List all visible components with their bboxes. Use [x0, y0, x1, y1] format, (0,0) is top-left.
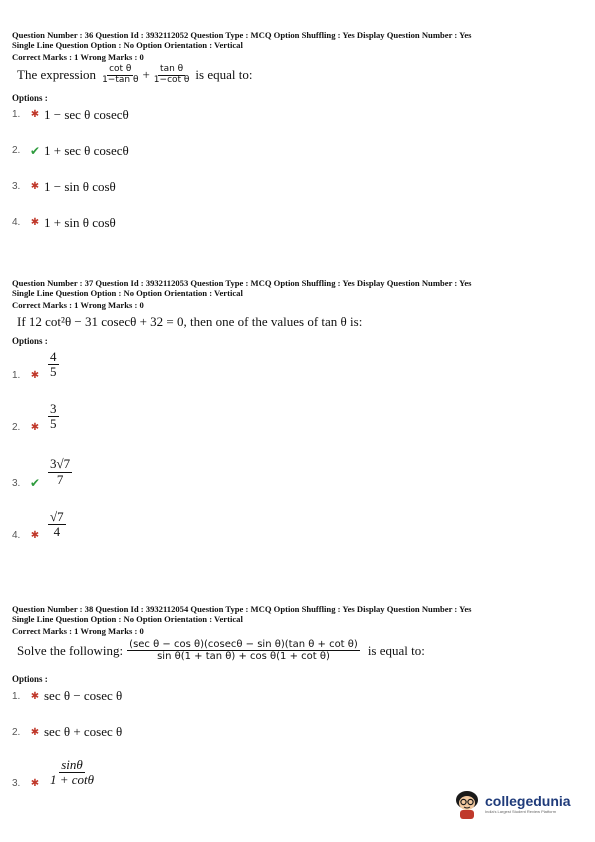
option-text: 1 − sec θ cosecθ: [44, 106, 129, 122]
option-3[interactable]: [12, 454, 74, 490]
fraction-1: [100, 65, 140, 86]
fraction-1-numerator: cot θ: [109, 64, 132, 74]
option-2[interactable]: [12, 143, 129, 159]
option-number: 1.: [12, 109, 21, 121]
denominator: 5: [50, 416, 57, 431]
denominator: 7: [56, 471, 64, 487]
question-text: [12, 65, 583, 86]
cross-icon: ✱: [30, 217, 40, 229]
option-fraction: [48, 510, 66, 540]
option-1[interactable]: [12, 688, 122, 704]
option-4[interactable]: [12, 215, 116, 231]
fraction-1-denominator: 1−tan θ: [102, 74, 139, 85]
question-36: [12, 30, 583, 240]
option-number: 1.: [12, 690, 21, 702]
option-number: 4.: [12, 217, 21, 229]
question-tail: is equal to:: [367, 642, 425, 658]
option-text: sec θ − cosec θ: [44, 688, 123, 703]
option-fraction: [48, 402, 59, 432]
option-1[interactable]: [12, 107, 129, 123]
question-meta-line1: Question Number : 36 Question Id : 3932112052 Question Type : MCQ Option Shuffling : Yes Display Question Number : Yes: [12, 30, 472, 40]
option-text: 1 + sec θ cosecθ: [44, 142, 129, 158]
option-text: sec θ + cosec θ: [44, 724, 123, 739]
question-lead: The expression: [17, 67, 97, 83]
option-number: 3.: [12, 778, 21, 789]
denominator: 1 + cotθ: [50, 772, 95, 787]
option-number: 2.: [12, 726, 21, 738]
fraction-2-numerator: tan θ: [160, 64, 184, 74]
expression-fraction: [127, 639, 360, 662]
marks-line: Correct Marks : 1 Wrong Marks : 0: [12, 300, 144, 310]
fraction-2-denominator: 1−cot θ: [153, 74, 190, 85]
numerator: 3: [50, 400, 57, 416]
option-2[interactable]: [12, 400, 61, 433]
question-tail: is equal to:: [195, 67, 253, 83]
cross-icon: ✱: [30, 181, 40, 193]
option-3[interactable]: [12, 756, 98, 789]
cross-icon: ✱: [30, 726, 40, 738]
cross-icon: ✱: [30, 370, 40, 381]
question-meta-line1: Question Number : 38 Question Id : 3932112054 Question Type : MCQ Option Shuffling : Yes Display Question Number : Yes: [12, 604, 472, 614]
question-text: If 12 cot²θ − 31 cosecθ + 32 = 0, then one of the values of tan θ is:: [17, 314, 363, 329]
options-label: Options :: [12, 674, 48, 684]
option-number: 4.: [12, 530, 21, 541]
expression-numerator: (sec θ − cos θ)(cosecθ − sin θ)(tan θ + cot θ): [129, 639, 358, 650]
option-number: 1.: [12, 370, 21, 381]
mascot-icon: [452, 788, 482, 820]
logo-name: collegedunia: [485, 792, 571, 809]
cross-icon: ✱: [30, 530, 40, 541]
denominator: 5: [50, 364, 57, 379]
check-icon: ✔: [29, 476, 41, 490]
marks-line: Correct Marks : 1 Wrong Marks : 0: [12, 626, 144, 636]
cross-icon: ✱: [30, 690, 40, 702]
question-37: [12, 278, 583, 578]
option-number: 3.: [12, 181, 21, 193]
option-number: 2.: [12, 422, 21, 433]
question-meta-line2: Single Line Question Option : No Option Orientation : Vertical: [12, 288, 243, 298]
marks-line: Correct Marks : 1 Wrong Marks : 0: [12, 52, 144, 62]
option-text: 1 − sin θ cosθ: [44, 178, 116, 194]
option-number: 2.: [12, 145, 21, 157]
options-label: Options :: [12, 92, 48, 103]
option-text: 1 + sin θ cosθ: [44, 214, 116, 230]
check-icon: ✔: [29, 143, 41, 158]
option-fraction: [48, 457, 72, 487]
cross-icon: ✱: [30, 422, 40, 433]
numerator: 4: [50, 348, 57, 364]
question-meta-line2: Single Line Question Option : No Option Orientation : Vertical: [12, 40, 243, 50]
option-2[interactable]: [12, 724, 122, 740]
question-text: [12, 639, 583, 662]
question-meta-line2: Single Line Question Option : No Option Orientation : Vertical: [12, 614, 243, 624]
option-number: 3.: [12, 477, 21, 489]
option-4[interactable]: [12, 508, 68, 541]
option-3[interactable]: [12, 179, 116, 195]
numerator: √7: [50, 508, 64, 524]
numerator: sinθ: [61, 756, 83, 772]
option-1[interactable]: [12, 348, 61, 381]
cross-icon: ✱: [30, 778, 40, 789]
fraction-2: [152, 65, 192, 86]
question-meta-line1: Question Number : 37 Question Id : 3932112053 Question Type : MCQ Option Shuffling : Yes Display Question Number : Yes: [12, 278, 472, 288]
denominator: 4: [53, 524, 61, 539]
cross-icon: ✱: [30, 109, 40, 121]
logo-tagline: India's Largest Student Review Platform: [485, 808, 557, 814]
option-fraction: [48, 350, 59, 380]
options-label: Options :: [12, 336, 48, 346]
collegedunia-logo[interactable]: [452, 788, 571, 820]
plus-sign: +: [142, 67, 150, 83]
numerator: 3√7: [50, 456, 71, 472]
expression-denominator: sin θ(1 + tan θ) + cos θ(1 + cot θ): [157, 651, 330, 662]
option-fraction: [48, 758, 96, 788]
question-lead: Solve the following:: [17, 642, 124, 658]
